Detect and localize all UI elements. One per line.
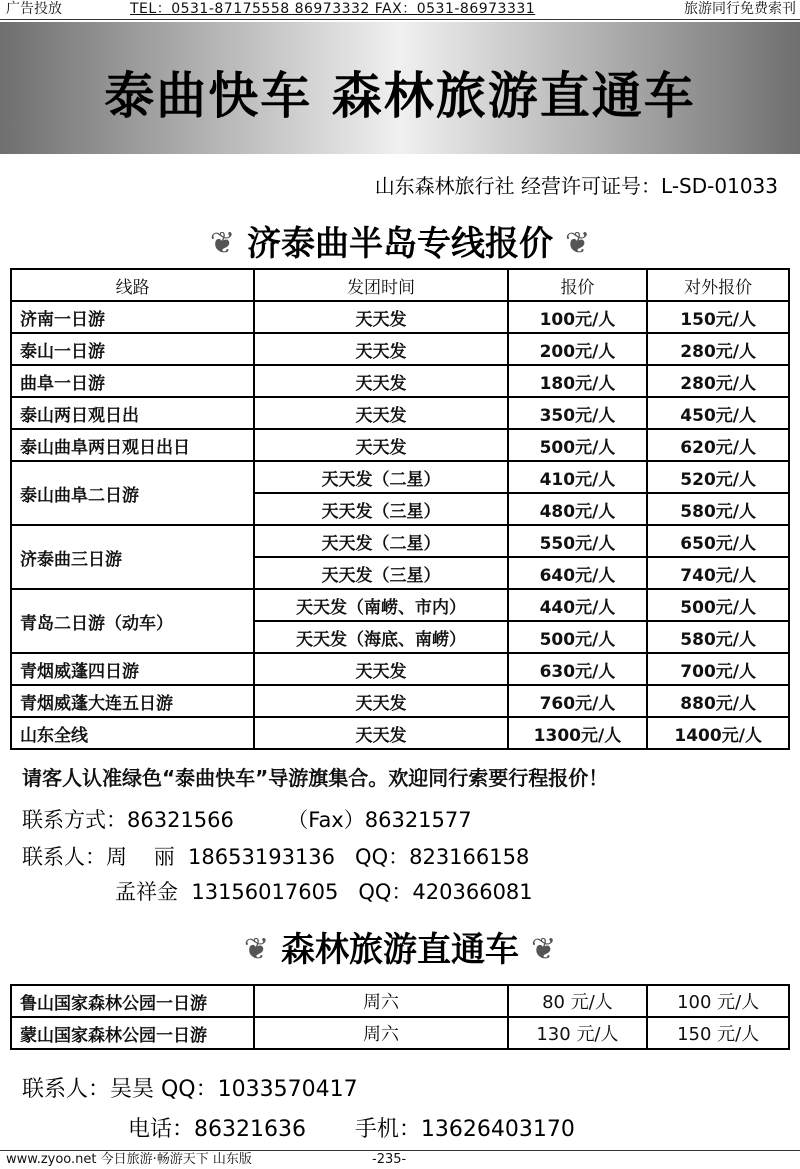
departure-cell: 周六 bbox=[254, 1017, 507, 1049]
retail-price-cell: 150 元/人 bbox=[647, 1017, 789, 1049]
departure-cell: 天天发（三星） bbox=[254, 557, 507, 589]
table-row bbox=[11, 685, 789, 717]
swirl-ornament-icon: ❦ bbox=[209, 226, 235, 261]
departure-cell: 天天发 bbox=[254, 685, 507, 717]
price-cell: 200元/人 bbox=[508, 333, 648, 365]
route-cell: 青烟威蓬大连五日游 bbox=[11, 685, 254, 717]
forest-price-table bbox=[10, 984, 790, 1050]
departure-cell: 周六 bbox=[254, 985, 507, 1017]
route-cell: 济南一日游 bbox=[11, 301, 254, 333]
departure-cell: 天天发 bbox=[254, 301, 507, 333]
table-row bbox=[11, 717, 789, 749]
table-row bbox=[11, 397, 789, 429]
route-cell: 泰山曲阜二日游 bbox=[11, 461, 254, 525]
price-cell: 180元/人 bbox=[508, 365, 648, 397]
forest-contact-person: 联系人：吴昊 QQ：1033570417 bbox=[22, 1077, 358, 1102]
retail-price-cell: 520元/人 bbox=[647, 461, 789, 493]
price-cell: 1300元/人 bbox=[508, 717, 648, 749]
swirl-ornament-icon: ❦ bbox=[243, 932, 269, 967]
price-cell: 80 元/人 bbox=[508, 985, 648, 1017]
departure-cell: 天天发 bbox=[254, 653, 507, 685]
price-cell: 630元/人 bbox=[508, 653, 648, 685]
retail-price-cell: 700元/人 bbox=[647, 653, 789, 685]
table-row bbox=[11, 429, 789, 461]
header-banner bbox=[0, 22, 800, 154]
license-info: 山东森林旅行社 经营许可证号：L-SD-01033 bbox=[374, 174, 778, 198]
route-cell: 鲁山国家森林公园一日游 bbox=[11, 985, 254, 1017]
price-cell: 760元/人 bbox=[508, 685, 648, 717]
top-bar-left-text: 广告投放 bbox=[6, 1, 62, 17]
retail-price-cell: 280元/人 bbox=[647, 365, 789, 397]
retail-price-cell: 740元/人 bbox=[647, 557, 789, 589]
retail-price-cell: 500元/人 bbox=[647, 589, 789, 621]
retail-price-cell: 580元/人 bbox=[647, 621, 789, 653]
price-cell: 100元/人 bbox=[508, 301, 648, 333]
departure-cell: 天天发 bbox=[254, 365, 507, 397]
departure-cell: 天天发（三星） bbox=[254, 493, 507, 525]
route-cell: 泰山一日游 bbox=[11, 333, 254, 365]
table-row bbox=[11, 461, 789, 493]
top-bar bbox=[0, 0, 800, 20]
route-cell: 山东全线 bbox=[11, 717, 254, 749]
departure-cell: 天天发 bbox=[254, 717, 507, 749]
top-bar-right-text: 旅游同行免费索刊 bbox=[684, 1, 796, 17]
section-title-text: 森林旅游直通车 bbox=[281, 930, 519, 970]
route-cell: 济泰曲三日游 bbox=[11, 525, 254, 589]
page-number: -235- bbox=[372, 1152, 407, 1167]
price-cell: 500元/人 bbox=[508, 621, 648, 653]
contact-person-1: 联系人：周 丽 18653193136 QQ：823166158 bbox=[22, 845, 530, 869]
retail-price-cell: 450元/人 bbox=[647, 397, 789, 429]
route-cell: 蒙山国家森林公园一日游 bbox=[11, 1017, 254, 1049]
retail-price-cell: 150元/人 bbox=[647, 301, 789, 333]
retail-price-cell: 880元/人 bbox=[647, 685, 789, 717]
route-cell: 曲阜一日游 bbox=[11, 365, 254, 397]
route-cell: 泰山两日观日出 bbox=[11, 397, 254, 429]
retail-price-cell: 620元/人 bbox=[647, 429, 789, 461]
route-cell: 青烟威蓬四日游 bbox=[11, 653, 254, 685]
table-row bbox=[11, 301, 789, 333]
departure-cell: 天天发 bbox=[254, 397, 507, 429]
departure-cell: 天天发 bbox=[254, 333, 507, 365]
column-header: 线路 bbox=[11, 269, 254, 301]
departure-cell: 天天发（二星） bbox=[254, 461, 507, 493]
price-cell: 440元/人 bbox=[508, 589, 648, 621]
price-cell: 350元/人 bbox=[508, 397, 648, 429]
price-cell: 480元/人 bbox=[508, 493, 648, 525]
departure-cell: 天天发（海底、南崂） bbox=[254, 621, 507, 653]
section-title-text: 济泰曲半岛专线报价 bbox=[247, 224, 553, 264]
departure-cell: 天天发 bbox=[254, 429, 507, 461]
price-cell: 640元/人 bbox=[508, 557, 648, 589]
retail-price-cell: 280元/人 bbox=[647, 333, 789, 365]
retail-price-cell: 1400元/人 bbox=[647, 717, 789, 749]
forest-contact-phones: 电话：86321636 手机：13626403170 bbox=[128, 1117, 575, 1142]
price-cell: 500元/人 bbox=[508, 429, 648, 461]
departure-cell: 天天发（二星） bbox=[254, 525, 507, 557]
retail-price-cell: 580元/人 bbox=[647, 493, 789, 525]
table-row bbox=[11, 985, 789, 1017]
swirl-ornament-icon: ❦ bbox=[531, 932, 557, 967]
guide-flag-note: 请客人认准绿色“泰曲快车”导游旗集合。欢迎同行索要行程报价！ bbox=[22, 766, 609, 790]
route-cell: 青岛二日游（动车） bbox=[11, 589, 254, 653]
table-row bbox=[11, 653, 789, 685]
column-header: 对外报价 bbox=[647, 269, 789, 301]
page-footer bbox=[0, 1150, 800, 1169]
banner-title: 泰曲快车 森林旅游直通车 bbox=[104, 67, 696, 125]
section-title-peninsula bbox=[0, 216, 800, 265]
contact-person-2: 孟祥金 13156017605 QQ：420366081 bbox=[115, 880, 533, 904]
price-cell: 550元/人 bbox=[508, 525, 648, 557]
table-row bbox=[11, 525, 789, 557]
section-title-forest bbox=[0, 922, 800, 971]
contact-phone-fax: 联系方式：86321566 （Fax）86321577 bbox=[22, 808, 472, 832]
column-header: 发团时间 bbox=[254, 269, 507, 301]
retail-price-cell: 100 元/人 bbox=[647, 985, 789, 1017]
price-cell: 410元/人 bbox=[508, 461, 648, 493]
table-header-row bbox=[11, 269, 789, 301]
price-table bbox=[10, 268, 790, 750]
table-row bbox=[11, 589, 789, 621]
top-bar-contact[interactable]: TEL：0531-87175558 86973332 FAX：0531-86973331 bbox=[130, 1, 536, 17]
swirl-ornament-icon: ❦ bbox=[565, 226, 591, 261]
table-row bbox=[11, 333, 789, 365]
price-cell: 130 元/人 bbox=[508, 1017, 648, 1049]
retail-price-cell: 650元/人 bbox=[647, 525, 789, 557]
table-row bbox=[11, 1017, 789, 1049]
departure-cell: 天天发（南崂、市内） bbox=[254, 589, 507, 621]
route-cell: 泰山曲阜两日观日出日 bbox=[11, 429, 254, 461]
table-row bbox=[11, 365, 789, 397]
footer-site-text: www.zyoo.net 今日旅游·畅游天下 山东版 bbox=[6, 1152, 252, 1167]
column-header: 报价 bbox=[508, 269, 648, 301]
